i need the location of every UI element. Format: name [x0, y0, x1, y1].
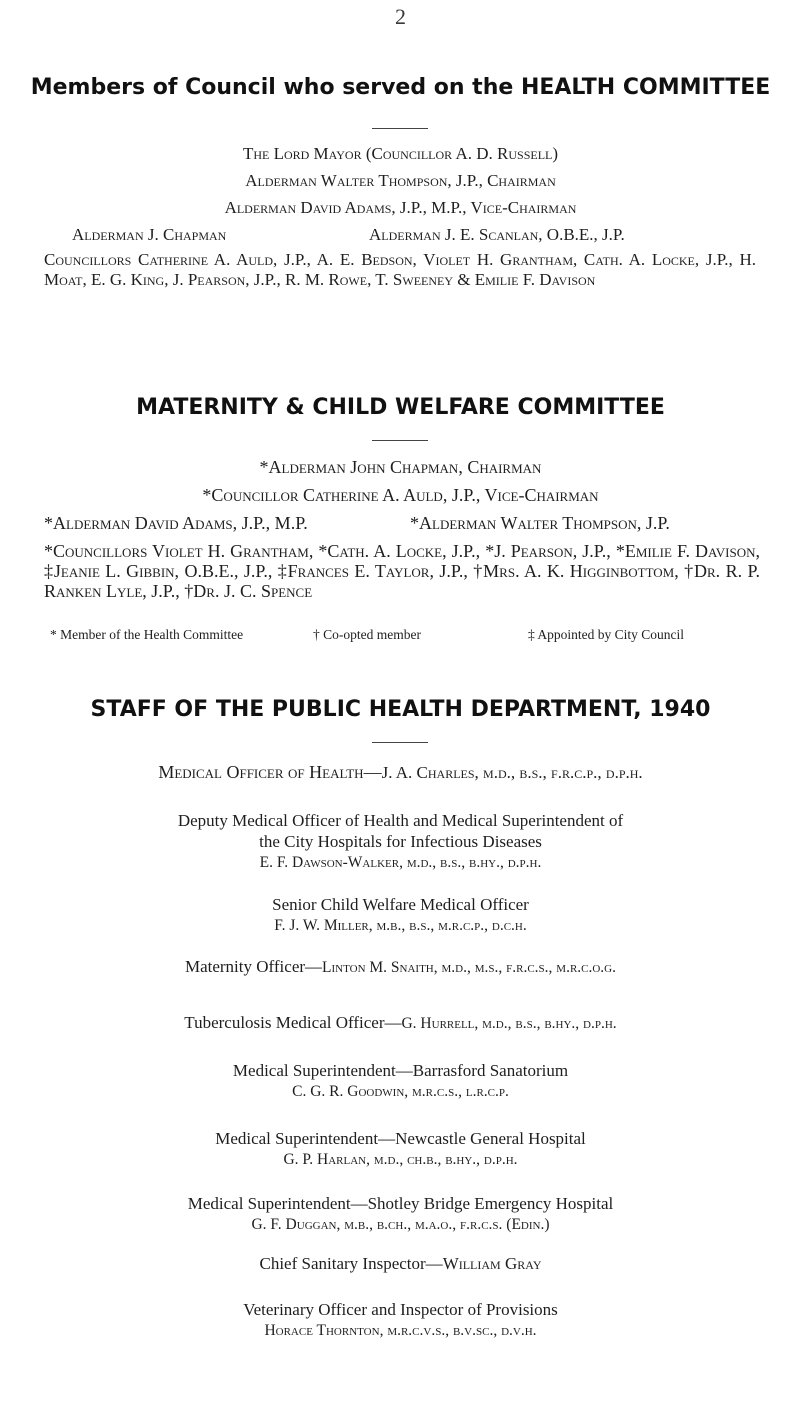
health-committee-title: Members of Council who served on the HEALTH COMMITTEE: [30, 75, 771, 100]
staff-title: STAFF OF THE PUBLIC HEALTH DEPARTMENT, 1940: [90, 697, 711, 722]
staff-shotley: Medical Superintendent—Shotley Bridge Emergency Hospital G. F. Duggan, m.b., b.ch., m.a.o., f.r.c.s. (Edin.): [187, 1194, 614, 1233]
divider: [372, 742, 428, 743]
staff-newcastle: Medical Superintendent—Newcastle General Hospital G. P. Harlan, m.d., ch.b., b.hy., d.p.h.: [215, 1129, 586, 1168]
maternity-member-right: *Alderman Walter Thompson, J.P.: [410, 513, 670, 533]
health-member-right: Alderman J. E. Scanlan, O.B.E., J.P.: [369, 225, 625, 244]
health-member-line: Alderman David Adams, J.P., M.P., Vice-Chairman: [224, 198, 577, 217]
health-councillors: Councillors Catherine A. Auld, J.P., A. E. Bedson, Violet H. Grantham, Cath. A. Locke, J.P., H. Moat, E. G. King, J. Pearson, J.P., R. M. Rowe, T. Sweeney & Emilie F. Davison: [44, 250, 756, 289]
staff-sanitary: Chief Sanitary Inspector—William Gray: [259, 1254, 542, 1273]
footnote-appointed: ‡ Appointed by City Council: [528, 627, 685, 642]
staff-deputy: Deputy Medical Officer of Health and Medical Superintendent of the City Hospitals for Infectious Diseases E. F. Dawson-Walker, m.d., b.s., b.hy., d.p.h.: [177, 811, 624, 871]
health-member-left: Alderman J. Chapman: [72, 225, 227, 244]
staff-maternity: Maternity Officer—Linton M. Snaith, m.d., m.s., f.r.c.s., m.r.c.o.g.: [184, 957, 617, 976]
footnote-health-member: * Member of the Health Committee: [50, 627, 244, 642]
divider: [372, 440, 428, 441]
maternity-committee-title: MATERNITY & CHILD WELFARE COMMITTEE: [136, 395, 665, 420]
staff-child-welfare: Senior Child Welfare Medical Officer F. J. W. Miller, m.b., b.s., m.r.c.p., d.c.h.: [272, 895, 529, 934]
staff-tuberculosis: Tuberculosis Medical Officer—G. Hurrell, m.d., b.s., b.hy., d.p.h.: [184, 1013, 617, 1032]
staff-mooh: Medical Officer of Health—J. A. Charles, m.d., b.s., f.r.c.p., d.p.h.: [158, 762, 643, 782]
maternity-vice-chairman: *Councillor Catherine A. Auld, J.P., Vice-Chairman: [202, 485, 599, 505]
maternity-chairman: *Alderman John Chapman, Chairman: [259, 457, 542, 477]
divider: [372, 128, 428, 129]
health-member-line: Alderman Walter Thompson, J.P., Chairman: [245, 171, 556, 190]
page-number: 2: [395, 4, 406, 29]
maternity-member-left: *Alderman David Adams, J.P., M.P.: [44, 513, 308, 533]
health-member-line: The Lord Mayor (Councillor A. D. Russell): [242, 144, 559, 163]
staff-barrasford: Medical Superintendent—Barrasford Sanatorium C. G. R. Goodwin, m.r.c.s., l.r.c.p.: [232, 1061, 569, 1100]
staff-veterinary: Veterinary Officer and Inspector of Provisions Horace Thornton, m.r.c.v.s., b.v.sc., d.v.h.: [243, 1300, 558, 1339]
maternity-councillors: *Councillors Violet H. Grantham, *Cath. A. Locke, J.P., *J. Pearson, J.P., *Emilie F. Davison, ‡Jeanie L. Gibbin, O.B.E., J.P., ‡Frances E. Taylor, J.P., †Mrs. A. K. Higginbottom, †Dr. R. P. Ranken Lyle, J.P., †Dr. J. C. Spence: [44, 541, 760, 601]
footnote-co-opted: † Co-opted member: [313, 627, 421, 642]
